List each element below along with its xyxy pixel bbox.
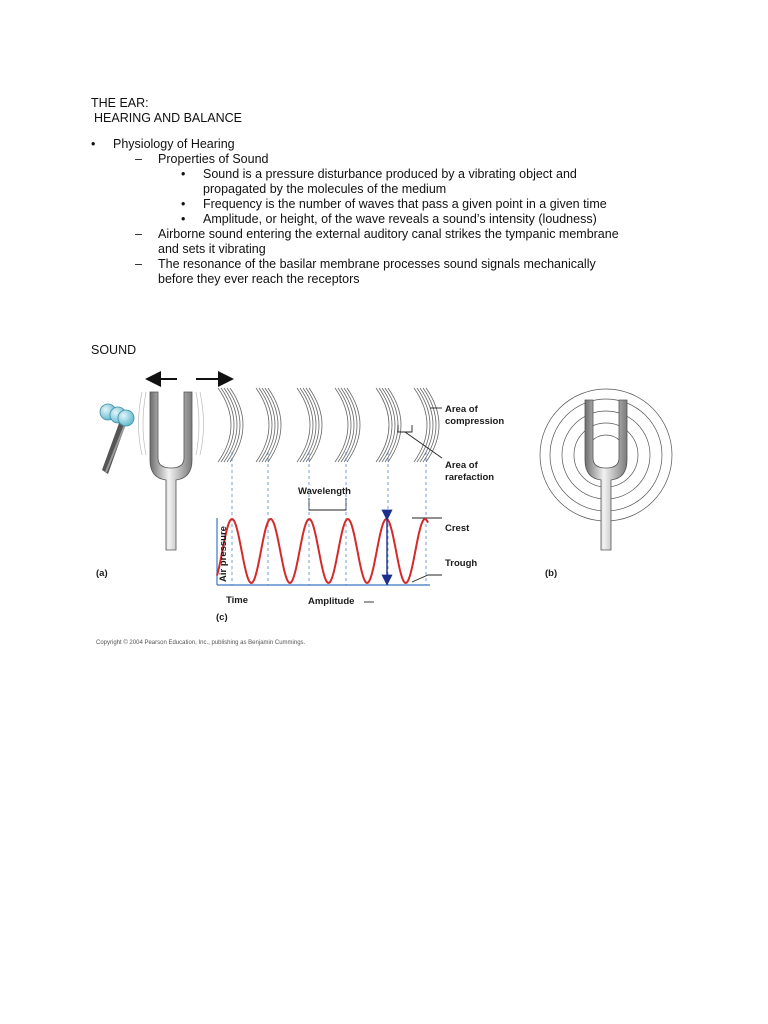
sound-wave-line <box>217 519 428 583</box>
panel-label-c: (c) <box>216 612 228 623</box>
outline-point-text: Amplitude, or height, of the wave reveals a sound’s intensity (loudness) <box>203 212 597 226</box>
label-wavelength: Wavelength <box>298 486 351 497</box>
wavefront-arc <box>417 388 430 462</box>
label-area-rarefaction-1: Area of <box>445 460 478 471</box>
wavefront-arc <box>303 388 316 462</box>
wavefront-arc <box>382 388 395 462</box>
dash-marker: – <box>135 152 142 166</box>
wavefront-arc <box>306 388 319 462</box>
bullet-marker: • <box>91 137 96 151</box>
wavefront-arc <box>420 388 433 462</box>
wavefront-arc <box>335 388 348 462</box>
wavefront-arc <box>423 388 436 462</box>
wavefront-arc <box>341 388 354 462</box>
outline-heading-text: Physiology of Hearing <box>113 137 235 151</box>
wavefront-arc <box>344 388 357 462</box>
document-body <box>91 96 711 287</box>
outline-point <box>91 212 711 227</box>
document-subtitle: HEARING AND BALANCE <box>94 111 242 125</box>
outline-sub-item-text: before they ever reach the receptors <box>158 272 360 286</box>
sound-wave-figure <box>92 370 692 650</box>
bullet-marker: • <box>181 197 186 211</box>
callout-lines <box>309 408 442 602</box>
outline-point-text: propagated by the molecules of the medium <box>203 182 447 196</box>
wavefront-group <box>218 388 439 462</box>
tuning-fork-a-icon <box>139 392 204 550</box>
wave-guide-lines <box>232 452 426 585</box>
copyright-notice: Copyright © 2004 Pearson Education, Inc., publishing as Benjamin Cummings. <box>96 640 306 646</box>
wavefront-arc <box>224 388 237 462</box>
outline-sub-item-text: Properties of Sound <box>158 152 269 166</box>
label-area-rarefaction-2: rarefaction <box>445 472 495 483</box>
tuning-fork-b-icon <box>540 389 672 550</box>
outline-point <box>91 197 711 212</box>
wavefront-arc <box>256 388 269 462</box>
wavefront-arc <box>221 388 234 462</box>
outline-sub-item <box>91 257 711 287</box>
outline-point-text: Sound is a pressure disturbance produced by a vibrating object and <box>203 167 577 181</box>
section-label: SOUND <box>91 343 137 357</box>
wavefront-arc <box>262 388 275 462</box>
wavefront-arc <box>414 388 427 462</box>
mallet-icon <box>100 404 134 474</box>
wavefront-arc <box>227 388 240 462</box>
wavefront-arc <box>218 388 231 462</box>
wavefront-arc <box>338 388 351 462</box>
wavefront-arc <box>265 388 278 462</box>
wavefront-arc <box>268 388 281 462</box>
x-axis-label-time: Time <box>226 595 249 606</box>
bullet-marker: • <box>181 167 186 181</box>
wavefront-arc <box>309 388 322 462</box>
outline-sub-item <box>91 152 711 167</box>
y-axis-label: Air pressure <box>218 526 229 582</box>
wavefront-arc <box>376 388 389 462</box>
outline-sub-item-text: Airborne sound entering the external auditory canal strikes the tympanic membrane <box>158 227 619 241</box>
wavefront-arc <box>259 388 272 462</box>
wavefront-arc <box>385 388 398 462</box>
wavefront-arc <box>379 388 392 462</box>
label-area-compression-1: Area of <box>445 404 478 415</box>
label-crest: Crest <box>445 523 470 534</box>
outline-point <box>91 167 711 197</box>
label-amplitude: Amplitude <box>308 596 355 607</box>
dash-marker: – <box>135 257 142 271</box>
outline-sub-item-text: The resonance of the basilar membrane processes sound signals mechanically <box>158 257 596 271</box>
wavefront-arc <box>388 388 401 462</box>
panel-label-b: (b) <box>545 568 558 579</box>
outline-sub-item-text: and sets it vibrating <box>158 242 266 256</box>
wavefront-arc <box>300 388 313 462</box>
outline-point-text: Frequency is the number of waves that pass a given point in a given time <box>203 197 607 211</box>
outline-heading <box>91 137 711 152</box>
dash-marker: – <box>135 227 142 241</box>
outline-sub-item <box>91 227 711 257</box>
panel-label-a: (a) <box>96 568 108 579</box>
label-trough: Trough <box>445 558 478 569</box>
wavefront-arc <box>230 388 243 462</box>
bullet-marker: • <box>181 212 186 226</box>
document-title: THE EAR: <box>91 96 149 110</box>
label-area-compression-2: compression <box>445 416 505 427</box>
wavefront-arc <box>347 388 360 462</box>
wavefront-arc <box>297 388 310 462</box>
